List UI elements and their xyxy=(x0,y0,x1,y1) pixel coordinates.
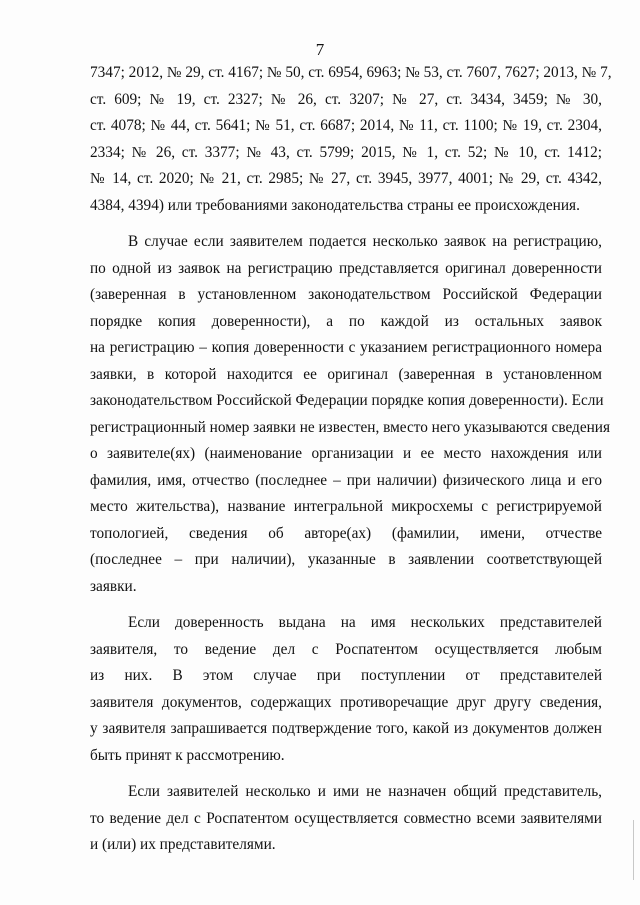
text-line: на регистрацию – копия доверенности с указанием регистрационного номера xyxy=(90,339,602,356)
scan-margin-line xyxy=(633,820,634,880)
text-line: законодательством Российской Федерации порядке копия доверенности). Если xyxy=(90,392,604,409)
text-line: о заявителе(ях) (наименование организации и ее место нахождения или xyxy=(90,445,602,462)
text-line: заявки. xyxy=(90,577,137,595)
text-line: Если доверенность выдана на имя нескольких представителей xyxy=(128,614,602,631)
paragraph xyxy=(90,60,612,219)
text-line: № 14, ст. 2020; № 21, ст. 2985; № 27, ст. 3945, 3977, 4001; № 29, ст. 4342, xyxy=(90,170,602,187)
text-line: быть принят к рассмотрению. xyxy=(90,746,285,764)
text-line: регистрационный номер заявки не известен, вместо него указываются сведения xyxy=(90,418,611,436)
text-line: из них. В этом случае при поступлении от представителей xyxy=(90,667,602,684)
text-line: у заявителя запрашивается подтверждение того, какой из документов должен xyxy=(90,720,602,737)
text-line: по одной из заявок на регистрацию представляется оригинал доверенности xyxy=(90,259,602,277)
paragraph xyxy=(90,779,602,859)
paragraph xyxy=(90,610,602,769)
text-line: (последнее – при наличии), указанные в заявлении соответствующей xyxy=(90,551,602,568)
text-line: заявителя, то ведение дел с Роспатентом осуществляется любым xyxy=(90,640,602,658)
text-line: В случае если заявителем подается несколько заявок на регистрацию, xyxy=(128,233,602,250)
paragraph xyxy=(90,229,611,600)
text-line: заявителя документов, содержащих противоречащие друг другу сведения, xyxy=(90,693,602,711)
text-line: порядке копия доверенности), а по каждой из остальных заявок xyxy=(90,312,602,330)
body-text xyxy=(90,60,612,859)
text-line: Если заявителей несколько и ими не назначен общий представитель, xyxy=(128,783,602,800)
text-line: топологией, сведения об авторе(ах) (фамилии, имени, отчестве xyxy=(90,524,602,542)
text-line: и (или) их представителями. xyxy=(90,836,276,853)
text-line: фамилия, имя, отчество (последнее – при наличии) физического лица и его xyxy=(90,471,602,489)
text-line: место жительства), название интегральной микросхемы с регистрируемой xyxy=(90,498,602,515)
page-number: 7 xyxy=(315,40,325,59)
text-line: 2334; № 26, ст. 3377; № 43, ст. 5799; 2015, № 1, ст. 52; № 10, ст. 1412; xyxy=(90,143,602,161)
text-line: ст. 4078; № 44, ст. 5641; № 51, ст. 6687; 2014, № 11, ст. 1100; № 19, ст. 2304, xyxy=(90,117,602,134)
text-line: (заверенная в установленном законодательством Российской Федерации xyxy=(90,286,602,303)
text-line: 7347; 2012, № 29, ст. 4167; № 50, ст. 6954, 6963; № 53, ст. 7607, 7627; 2013, № 7, xyxy=(90,64,612,81)
text-line: 4384, 4394) или требованиями законодательства страны ее происхождения. xyxy=(90,196,580,214)
text-line: то ведение дел с Роспатентом осуществляется совместно всеми заявителями xyxy=(90,809,602,827)
text-line: заявки, в которой находится ее оригинал (заверенная в установленном xyxy=(90,365,602,383)
text-line: ст. 609; № 19, ст. 2327; № 26, ст. 3207; № 27, ст. 3434, 3459; № 30, xyxy=(90,90,602,108)
